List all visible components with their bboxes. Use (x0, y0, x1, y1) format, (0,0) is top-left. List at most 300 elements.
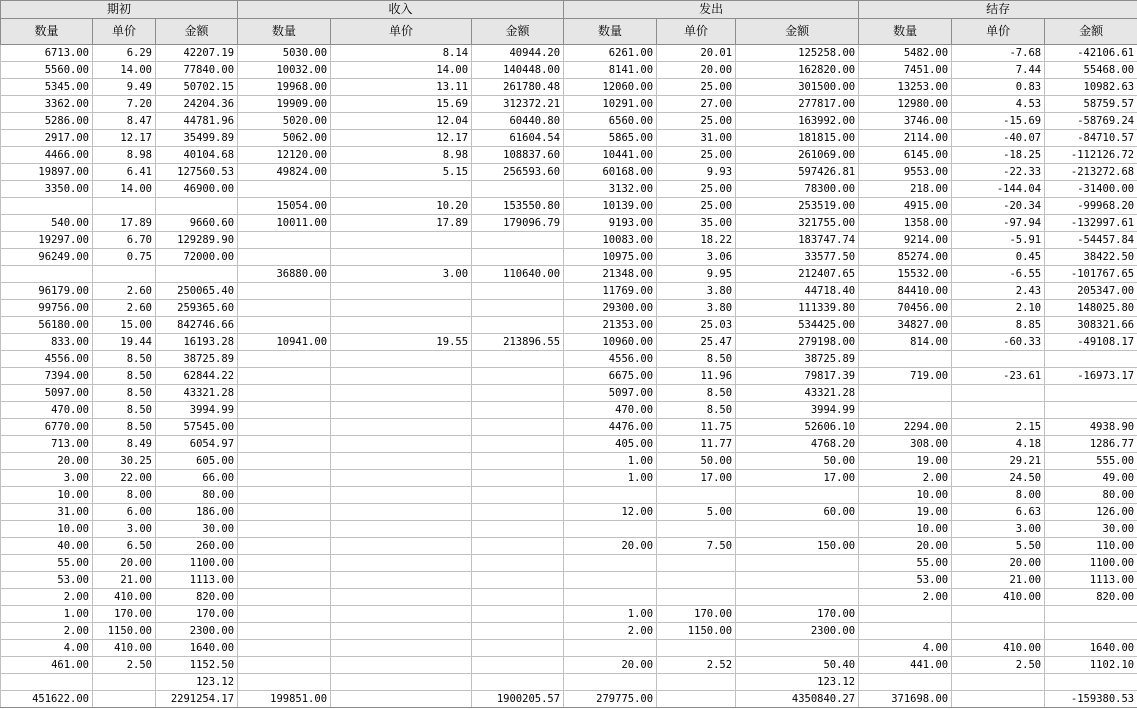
table-cell[interactable] (331, 385, 472, 402)
table-cell[interactable] (238, 436, 331, 453)
table-cell[interactable]: 218.00 (859, 181, 952, 198)
table-cell[interactable]: 42207.19 (156, 45, 238, 62)
table-cell[interactable]: 29300.00 (564, 300, 657, 317)
table-cell[interactable]: 1.00 (564, 453, 657, 470)
table-cell[interactable]: 5560.00 (1, 62, 93, 79)
table-cell[interactable] (564, 589, 657, 606)
table-cell[interactable] (238, 606, 331, 623)
table-cell[interactable]: 2.43 (952, 283, 1045, 300)
table-cell[interactable]: 410.00 (93, 640, 156, 657)
table-cell[interactable]: 25.00 (657, 198, 736, 215)
table-cell[interactable]: 126.00 (1045, 504, 1137, 521)
table-cell[interactable] (736, 487, 859, 504)
table-cell[interactable]: 6.00 (93, 504, 156, 521)
table-cell[interactable] (331, 623, 472, 640)
section-header-receipts[interactable]: 收入 (238, 1, 564, 19)
table-cell[interactable]: 34827.00 (859, 317, 952, 334)
table-cell[interactable]: 6770.00 (1, 419, 93, 436)
table-cell[interactable] (952, 606, 1045, 623)
table-cell[interactable] (657, 691, 736, 708)
table-cell[interactable]: 153550.80 (472, 198, 564, 215)
table-cell[interactable] (657, 555, 736, 572)
table-cell[interactable]: 3.00 (331, 266, 472, 283)
table-cell[interactable]: 78300.00 (736, 181, 859, 198)
table-cell[interactable]: 10032.00 (238, 62, 331, 79)
table-cell[interactable]: 50.40 (736, 657, 859, 674)
table-cell[interactable]: 10139.00 (564, 198, 657, 215)
table-cell[interactable] (331, 640, 472, 657)
table-cell[interactable]: 4350840.27 (736, 691, 859, 708)
table-cell[interactable]: 205347.00 (1045, 283, 1137, 300)
table-cell[interactable]: -42106.61 (1045, 45, 1137, 62)
table-cell[interactable]: 13.11 (331, 79, 472, 96)
table-cell[interactable]: 261069.00 (736, 147, 859, 164)
table-cell[interactable]: 8.00 (952, 487, 1045, 504)
table-cell[interactable]: 213896.55 (472, 334, 564, 351)
table-cell[interactable]: 127560.53 (156, 164, 238, 181)
table-cell[interactable]: 10083.00 (564, 232, 657, 249)
table-cell[interactable]: -22.33 (952, 164, 1045, 181)
table-cell[interactable]: 6.50 (93, 538, 156, 555)
table-cell[interactable]: 5.50 (952, 538, 1045, 555)
table-cell[interactable]: 110640.00 (472, 266, 564, 283)
table-cell[interactable]: 1100.00 (156, 555, 238, 572)
column-header[interactable]: 数量 (564, 19, 657, 45)
table-cell[interactable] (93, 266, 156, 283)
table-cell[interactable]: 35499.89 (156, 130, 238, 147)
table-cell[interactable]: 10960.00 (564, 334, 657, 351)
column-header[interactable]: 金额 (736, 19, 859, 45)
table-cell[interactable]: 22.00 (93, 470, 156, 487)
table-cell[interactable]: 5097.00 (1, 385, 93, 402)
table-cell[interactable]: 58759.57 (1045, 96, 1137, 113)
table-cell[interactable]: 11769.00 (564, 283, 657, 300)
table-cell[interactable] (331, 181, 472, 198)
table-cell[interactable]: 250065.40 (156, 283, 238, 300)
table-cell[interactable]: 12060.00 (564, 79, 657, 96)
table-cell[interactable]: 3746.00 (859, 113, 952, 130)
table-cell[interactable]: 1113.00 (156, 572, 238, 589)
table-cell[interactable] (238, 317, 331, 334)
table-cell[interactable]: 4.18 (952, 436, 1045, 453)
table-cell[interactable]: 170.00 (657, 606, 736, 623)
table-cell[interactable]: 110.00 (1045, 538, 1137, 555)
table-cell[interactable]: 1100.00 (1045, 555, 1137, 572)
table-cell[interactable] (472, 351, 564, 368)
table-cell[interactable] (238, 538, 331, 555)
table-cell[interactable] (472, 232, 564, 249)
table-cell[interactable]: 820.00 (1045, 589, 1137, 606)
table-cell[interactable] (331, 538, 472, 555)
table-cell[interactable]: 3.00 (93, 521, 156, 538)
table-cell[interactable]: 461.00 (1, 657, 93, 674)
table-cell[interactable]: 24204.36 (156, 96, 238, 113)
table-cell[interactable]: 10011.00 (238, 215, 331, 232)
table-cell[interactable]: 25.47 (657, 334, 736, 351)
table-cell[interactable]: 6.70 (93, 232, 156, 249)
table-cell[interactable] (1045, 606, 1137, 623)
table-cell[interactable]: 5286.00 (1, 113, 93, 130)
table-cell[interactable] (472, 283, 564, 300)
table-cell[interactable] (952, 623, 1045, 640)
table-cell[interactable]: 25.00 (657, 113, 736, 130)
table-cell[interactable]: 0.83 (952, 79, 1045, 96)
table-cell[interactable] (472, 402, 564, 419)
table-cell[interactable]: -20.34 (952, 198, 1045, 215)
table-cell[interactable]: 410.00 (952, 589, 1045, 606)
table-cell[interactable]: 4.00 (1, 640, 93, 657)
table-cell[interactable]: 17.89 (331, 215, 472, 232)
table-cell[interactable] (1, 266, 93, 283)
table-cell[interactable]: 8.50 (657, 402, 736, 419)
table-cell[interactable]: 1.00 (564, 470, 657, 487)
table-cell[interactable]: 405.00 (564, 436, 657, 453)
table-cell[interactable] (331, 521, 472, 538)
table-cell[interactable]: 2.00 (859, 470, 952, 487)
table-cell[interactable] (859, 351, 952, 368)
table-cell[interactable]: 19968.00 (238, 79, 331, 96)
table-cell[interactable] (657, 589, 736, 606)
table-cell[interactable]: 3.06 (657, 249, 736, 266)
table-cell[interactable]: 371698.00 (859, 691, 952, 708)
table-cell[interactable] (238, 385, 331, 402)
table-cell[interactable]: 49.00 (1045, 470, 1137, 487)
table-cell[interactable] (472, 436, 564, 453)
table-cell[interactable]: 5865.00 (564, 130, 657, 147)
table-cell[interactable]: 12.17 (331, 130, 472, 147)
table-cell[interactable]: 1640.00 (156, 640, 238, 657)
table-cell[interactable]: 555.00 (1045, 453, 1137, 470)
table-cell[interactable] (238, 623, 331, 640)
table-cell[interactable] (736, 572, 859, 589)
table-cell[interactable]: 1286.77 (1045, 436, 1137, 453)
table-cell[interactable]: -58769.24 (1045, 113, 1137, 130)
table-cell[interactable]: 260.00 (156, 538, 238, 555)
table-cell[interactable]: 199851.00 (238, 691, 331, 708)
table-cell[interactable] (472, 181, 564, 198)
table-cell[interactable]: 15.00 (93, 317, 156, 334)
table-cell[interactable]: 148025.80 (1045, 300, 1137, 317)
table-cell[interactable]: 163992.00 (736, 113, 859, 130)
table-cell[interactable] (859, 623, 952, 640)
column-header[interactable]: 单价 (331, 19, 472, 45)
table-cell[interactable]: 30.00 (156, 521, 238, 538)
table-cell[interactable]: 3.80 (657, 283, 736, 300)
table-cell[interactable] (657, 572, 736, 589)
table-cell[interactable]: 11.75 (657, 419, 736, 436)
table-cell[interactable]: 40.00 (1, 538, 93, 555)
table-cell[interactable]: 597426.81 (736, 164, 859, 181)
table-cell[interactable] (472, 300, 564, 317)
table-cell[interactable]: 20.00 (564, 657, 657, 674)
table-cell[interactable]: 212407.65 (736, 266, 859, 283)
table-cell[interactable]: 13253.00 (859, 79, 952, 96)
table-cell[interactable] (657, 487, 736, 504)
table-cell[interactable]: 253519.00 (736, 198, 859, 215)
table-cell[interactable]: 150.00 (736, 538, 859, 555)
table-cell[interactable] (331, 402, 472, 419)
table-cell[interactable]: 8.50 (93, 351, 156, 368)
table-cell[interactable] (238, 249, 331, 266)
table-cell[interactable]: 60168.00 (564, 164, 657, 181)
table-cell[interactable] (472, 623, 564, 640)
table-cell[interactable]: 4.53 (952, 96, 1045, 113)
table-cell[interactable]: 11.77 (657, 436, 736, 453)
table-cell[interactable] (331, 368, 472, 385)
table-cell[interactable] (859, 674, 952, 691)
table-cell[interactable] (952, 674, 1045, 691)
table-cell[interactable]: 40944.20 (472, 45, 564, 62)
table-cell[interactable]: 19.00 (859, 504, 952, 521)
table-cell[interactable]: 8.98 (331, 147, 472, 164)
table-cell[interactable]: 2.60 (93, 300, 156, 317)
table-cell[interactable]: 2291254.17 (156, 691, 238, 708)
table-cell[interactable]: 7.50 (657, 538, 736, 555)
table-cell[interactable]: 14.00 (331, 62, 472, 79)
table-cell[interactable]: 10441.00 (564, 147, 657, 164)
table-cell[interactable]: 10.00 (1, 521, 93, 538)
table-cell[interactable] (238, 232, 331, 249)
table-cell[interactable]: 4476.00 (564, 419, 657, 436)
table-cell[interactable]: 19.44 (93, 334, 156, 351)
table-cell[interactable]: 9.95 (657, 266, 736, 283)
table-cell[interactable]: 61604.54 (472, 130, 564, 147)
table-cell[interactable]: 1102.10 (1045, 657, 1137, 674)
table-cell[interactable] (156, 198, 238, 215)
table-cell[interactable]: 10.00 (859, 487, 952, 504)
table-cell[interactable]: 2.15 (952, 419, 1045, 436)
table-cell[interactable] (238, 589, 331, 606)
table-cell[interactable]: 46900.00 (156, 181, 238, 198)
table-cell[interactable]: 79817.39 (736, 368, 859, 385)
table-cell[interactable] (472, 555, 564, 572)
table-cell[interactable] (472, 606, 564, 623)
table-cell[interactable]: 7.44 (952, 62, 1045, 79)
column-header[interactable]: 金额 (156, 19, 238, 45)
table-cell[interactable]: -60.33 (952, 334, 1045, 351)
table-cell[interactable]: 96179.00 (1, 283, 93, 300)
table-cell[interactable]: 20.01 (657, 45, 736, 62)
table-cell[interactable]: 1.00 (1, 606, 93, 623)
table-cell[interactable]: 44718.40 (736, 283, 859, 300)
table-cell[interactable]: 3994.99 (736, 402, 859, 419)
table-cell[interactable] (93, 674, 156, 691)
table-cell[interactable]: 8.50 (93, 402, 156, 419)
table-cell[interactable]: 10975.00 (564, 249, 657, 266)
table-cell[interactable]: 49824.00 (238, 164, 331, 181)
table-cell[interactable] (472, 317, 564, 334)
table-cell[interactable]: -97.94 (952, 215, 1045, 232)
table-cell[interactable]: 55.00 (1, 555, 93, 572)
table-cell[interactable]: 2917.00 (1, 130, 93, 147)
table-cell[interactable] (331, 487, 472, 504)
table-cell[interactable]: 25.00 (657, 79, 736, 96)
table-cell[interactable]: 25.00 (657, 181, 736, 198)
table-cell[interactable]: -18.25 (952, 147, 1045, 164)
table-cell[interactable]: 31.00 (1, 504, 93, 521)
table-cell[interactable]: 170.00 (156, 606, 238, 623)
table-cell[interactable]: 14.00 (93, 62, 156, 79)
table-cell[interactable] (472, 249, 564, 266)
table-cell[interactable]: 40104.68 (156, 147, 238, 164)
table-cell[interactable]: -101767.65 (1045, 266, 1137, 283)
table-cell[interactable] (736, 589, 859, 606)
table-cell[interactable] (472, 453, 564, 470)
table-cell[interactable] (952, 351, 1045, 368)
table-cell[interactable]: 129289.90 (156, 232, 238, 249)
table-cell[interactable] (472, 470, 564, 487)
table-cell[interactable]: 31.00 (657, 130, 736, 147)
table-cell[interactable]: 3994.99 (156, 402, 238, 419)
table-cell[interactable]: 5020.00 (238, 113, 331, 130)
table-cell[interactable] (238, 572, 331, 589)
table-cell[interactable]: 99756.00 (1, 300, 93, 317)
table-cell[interactable]: 72000.00 (156, 249, 238, 266)
table-cell[interactable]: 12120.00 (238, 147, 331, 164)
table-cell[interactable]: 8.14 (331, 45, 472, 62)
table-cell[interactable] (331, 317, 472, 334)
table-cell[interactable]: 2.00 (1, 623, 93, 640)
table-cell[interactable]: 5.15 (331, 164, 472, 181)
table-cell[interactable] (952, 385, 1045, 402)
table-cell[interactable]: 52606.10 (736, 419, 859, 436)
table-cell[interactable]: 43321.28 (156, 385, 238, 402)
table-cell[interactable]: 12.00 (564, 504, 657, 521)
table-cell[interactable]: 186.00 (156, 504, 238, 521)
table-cell[interactable]: 38422.50 (1045, 249, 1137, 266)
table-cell[interactable]: 4768.20 (736, 436, 859, 453)
table-cell[interactable]: 60440.80 (472, 113, 564, 130)
table-cell[interactable]: 7451.00 (859, 62, 952, 79)
table-cell[interactable]: 1640.00 (1045, 640, 1137, 657)
table-cell[interactable]: 8.49 (93, 436, 156, 453)
table-cell[interactable] (238, 504, 331, 521)
column-header[interactable]: 数量 (238, 19, 331, 45)
table-cell[interactable]: 96249.00 (1, 249, 93, 266)
table-cell[interactable]: 1150.00 (93, 623, 156, 640)
table-cell[interactable] (564, 572, 657, 589)
table-cell[interactable]: 5482.00 (859, 45, 952, 62)
table-cell[interactable]: 321755.00 (736, 215, 859, 232)
table-cell[interactable]: 179096.79 (472, 215, 564, 232)
table-cell[interactable]: 833.00 (1, 334, 93, 351)
table-cell[interactable]: 2.60 (93, 283, 156, 300)
table-cell[interactable]: 53.00 (859, 572, 952, 589)
table-cell[interactable]: 123.12 (736, 674, 859, 691)
table-cell[interactable]: 50.00 (657, 453, 736, 470)
table-cell[interactable]: 111339.80 (736, 300, 859, 317)
table-cell[interactable] (1, 198, 93, 215)
table-cell[interactable]: 17.00 (736, 470, 859, 487)
table-cell[interactable] (472, 674, 564, 691)
table-cell[interactable] (472, 538, 564, 555)
table-cell[interactable]: 70456.00 (859, 300, 952, 317)
table-cell[interactable]: 15532.00 (859, 266, 952, 283)
table-cell[interactable]: 8.00 (93, 487, 156, 504)
table-cell[interactable]: 53.00 (1, 572, 93, 589)
table-cell[interactable]: 2.00 (1, 589, 93, 606)
table-cell[interactable] (331, 436, 472, 453)
table-cell[interactable] (952, 691, 1045, 708)
table-cell[interactable]: 2.00 (859, 589, 952, 606)
table-cell[interactable]: 3.00 (1, 470, 93, 487)
table-cell[interactable]: 12980.00 (859, 96, 952, 113)
table-cell[interactable]: 0.75 (93, 249, 156, 266)
table-cell[interactable]: 181815.00 (736, 130, 859, 147)
table-cell[interactable]: 259365.60 (156, 300, 238, 317)
table-cell[interactable]: 308.00 (859, 436, 952, 453)
table-cell[interactable]: 540.00 (1, 215, 93, 232)
section-header-closing[interactable]: 结存 (859, 1, 1137, 19)
table-cell[interactable]: 12.17 (93, 130, 156, 147)
table-cell[interactable]: 470.00 (564, 402, 657, 419)
table-cell[interactable]: 8.47 (93, 113, 156, 130)
table-cell[interactable] (564, 487, 657, 504)
table-cell[interactable] (472, 504, 564, 521)
table-cell[interactable] (331, 283, 472, 300)
table-cell[interactable]: 36880.00 (238, 266, 331, 283)
table-cell[interactable]: 410.00 (93, 589, 156, 606)
table-cell[interactable]: 279775.00 (564, 691, 657, 708)
table-cell[interactable]: 24.50 (952, 470, 1045, 487)
table-cell[interactable]: -6.55 (952, 266, 1045, 283)
table-cell[interactable] (472, 368, 564, 385)
table-cell[interactable]: 2.50 (93, 657, 156, 674)
table-cell[interactable]: 21348.00 (564, 266, 657, 283)
table-cell[interactable]: 301500.00 (736, 79, 859, 96)
table-cell[interactable]: 9193.00 (564, 215, 657, 232)
table-cell[interactable]: 18.22 (657, 232, 736, 249)
table-cell[interactable]: 8.98 (93, 147, 156, 164)
table-cell[interactable]: 44781.96 (156, 113, 238, 130)
column-header[interactable]: 单价 (657, 19, 736, 45)
table-cell[interactable]: 719.00 (859, 368, 952, 385)
table-cell[interactable]: 30.25 (93, 453, 156, 470)
table-cell[interactable]: 20.00 (952, 555, 1045, 572)
table-cell[interactable]: 410.00 (952, 640, 1045, 657)
table-cell[interactable]: 5030.00 (238, 45, 331, 62)
table-cell[interactable]: 2300.00 (736, 623, 859, 640)
table-cell[interactable]: 123.12 (156, 674, 238, 691)
table-cell[interactable]: 605.00 (156, 453, 238, 470)
table-cell[interactable]: 3.00 (952, 521, 1045, 538)
table-cell[interactable]: -84710.57 (1045, 130, 1137, 147)
table-cell[interactable]: 21.00 (952, 572, 1045, 589)
table-cell[interactable] (1, 674, 93, 691)
table-cell[interactable]: 2.50 (952, 657, 1045, 674)
table-cell[interactable]: 2294.00 (859, 419, 952, 436)
table-cell[interactable]: 1358.00 (859, 215, 952, 232)
table-cell[interactable]: -49108.17 (1045, 334, 1137, 351)
table-cell[interactable] (1045, 402, 1137, 419)
table-cell[interactable]: 308321.66 (1045, 317, 1137, 334)
table-cell[interactable]: 10982.63 (1045, 79, 1137, 96)
table-cell[interactable]: -16973.17 (1045, 368, 1137, 385)
table-cell[interactable]: -7.68 (952, 45, 1045, 62)
table-cell[interactable]: 2.10 (952, 300, 1045, 317)
table-cell[interactable] (564, 640, 657, 657)
table-cell[interactable]: 170.00 (93, 606, 156, 623)
table-cell[interactable] (238, 351, 331, 368)
table-cell[interactable]: 5097.00 (564, 385, 657, 402)
table-cell[interactable] (331, 453, 472, 470)
table-cell[interactable]: 8.50 (93, 385, 156, 402)
table-cell[interactable]: 25.00 (657, 147, 736, 164)
table-cell[interactable]: 35.00 (657, 215, 736, 232)
table-cell[interactable]: -15.69 (952, 113, 1045, 130)
table-cell[interactable] (238, 470, 331, 487)
table-cell[interactable] (156, 266, 238, 283)
